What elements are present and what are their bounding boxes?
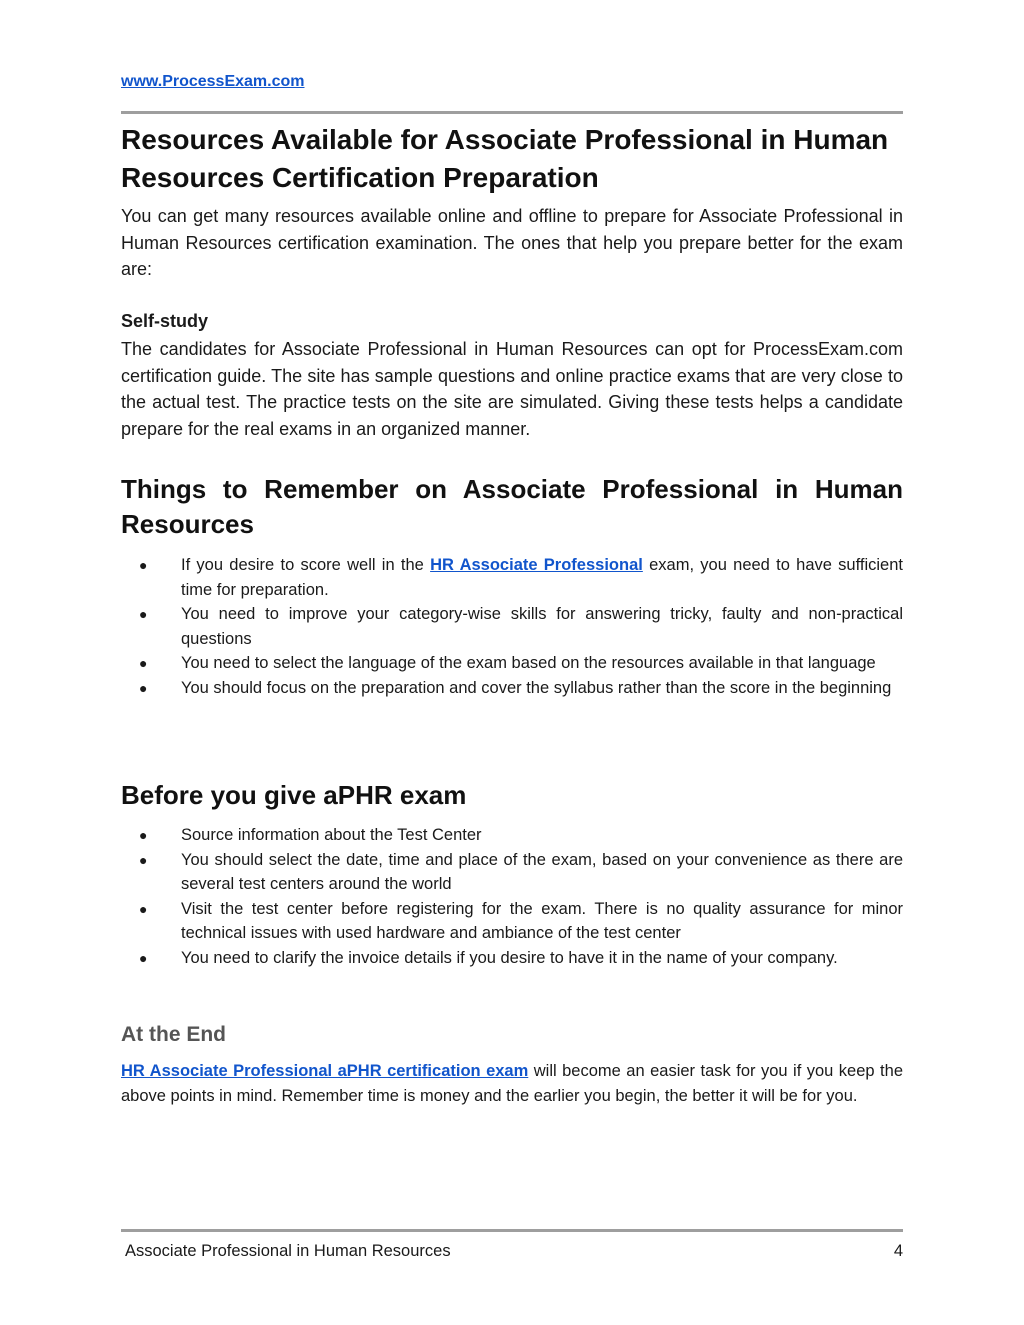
bullet-icon: ● xyxy=(139,557,148,573)
footer-title: Associate Professional in Human Resources xyxy=(125,1242,451,1260)
list-item-text: exam, you need to have sufficient time for preparation. xyxy=(181,556,903,599)
footer-divider xyxy=(121,1229,903,1232)
list-item-text: You need to clarify the invoice details if you desire to have it in the name of your company. xyxy=(181,948,838,967)
list-item xyxy=(121,823,903,848)
list-item-text: You should select the date, time and place of the exam, based on your convenience as there are several test centers around the world xyxy=(181,850,903,893)
section-title-at-the-end: At the End xyxy=(121,1023,226,1046)
bullet-icon: ● xyxy=(139,606,148,622)
list-item-text: Visit the test center before registering for the exam. There is no quality assurance for minor technical issues with used hardware and ambiance of the test center xyxy=(181,899,903,942)
aphr-certification-exam-link[interactable]: HR Associate Professional aPHR certification exam xyxy=(121,1062,529,1080)
bullet-icon: ● xyxy=(139,679,148,696)
section-title-before-exam: Before you give aPHR exam xyxy=(121,780,467,810)
intro-paragraph: You can get many resources available online and offline to prepare for Associate Professional in Human Resources certification examination. The ones that help you prepare better for the exam are: xyxy=(121,206,903,279)
bullet-icon: ● xyxy=(139,949,148,966)
list-item xyxy=(121,651,903,676)
hr-associate-professional-link[interactable]: HR Associate Professional xyxy=(430,556,643,574)
at-the-end-paragraph xyxy=(121,1059,903,1109)
bullet-icon: ● xyxy=(139,655,148,671)
at-the-end-text: will become an easier task for you if you keep the above points in mind. Remember time is money and the earlier you begin, the better it will be for you. xyxy=(121,1062,903,1105)
subheading-self-study: Self-study xyxy=(121,311,209,331)
self-study-paragraph: The candidates for Associate Professional in Human Resources can opt for ProcessExam.com certification guide. The site has sample questions and online practice exams that are very close to the actual test. The practice tests on the site are simulated. Giving these tests helps a candidate prepare for the real exams in an organized manner. xyxy=(121,339,903,439)
section-title-resources: Resources Available for Associate Professional in Human Resources Certification Preparation xyxy=(121,124,889,193)
site-link[interactable]: www.ProcessExam.com xyxy=(121,73,305,90)
list-item xyxy=(121,897,903,946)
things-to-remember-list xyxy=(121,553,903,700)
bullet-icon: ● xyxy=(139,827,148,843)
list-item xyxy=(121,848,903,897)
before-exam-list xyxy=(121,823,903,970)
list-item xyxy=(121,676,903,701)
list-item xyxy=(121,946,903,971)
bullet-icon: ● xyxy=(139,851,148,868)
list-item-text: You need to select the language of the exam based on the resources available in that language xyxy=(181,654,876,672)
list-item-text: You should focus on the preparation and cover the syllabus rather than the score in the beginning xyxy=(181,678,892,697)
list-item xyxy=(121,602,903,651)
list-item-text: You need to improve your category-wise skills for answering tricky, faulty and non-practical questions xyxy=(181,605,903,648)
bullet-icon: ● xyxy=(139,900,148,917)
header-divider xyxy=(121,111,903,114)
list-item xyxy=(121,553,903,602)
list-item-text: If you desire to score well in the xyxy=(181,556,431,574)
list-item-text: Source information about the Test Center xyxy=(181,826,482,844)
section-title-things-to-remember: Things to Remember on Associate Professional in Human Resources xyxy=(121,474,903,539)
page-number: 4 xyxy=(893,1242,903,1260)
